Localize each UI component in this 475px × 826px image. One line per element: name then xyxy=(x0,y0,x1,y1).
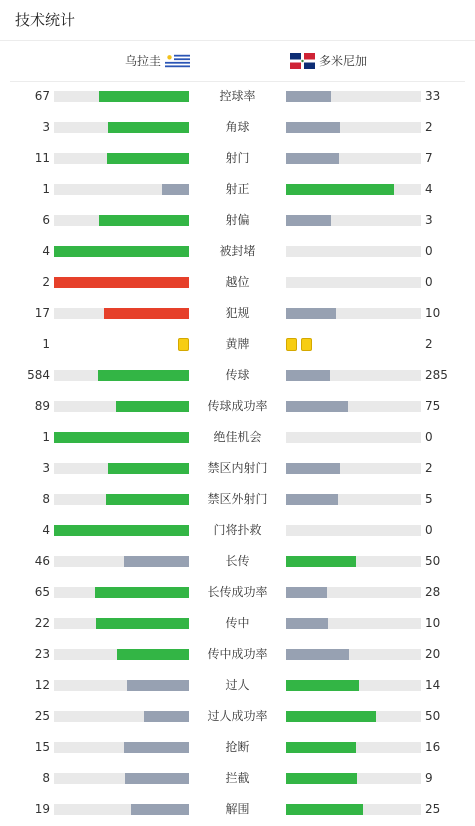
home-bar xyxy=(95,587,189,598)
away-bar-track xyxy=(286,432,421,443)
stat-row xyxy=(0,484,475,515)
yellow-card-icon xyxy=(178,338,189,351)
stat-label: 过人 xyxy=(225,678,250,692)
home-bar-track xyxy=(54,494,189,505)
stat-label: 长传成功率 xyxy=(207,585,268,599)
stat-row xyxy=(0,267,475,298)
stat-label: 射门 xyxy=(225,151,250,165)
home-bar xyxy=(54,432,189,443)
stat-label: 射偏 xyxy=(225,213,250,227)
away-bar xyxy=(286,91,331,102)
home-value: 2 xyxy=(42,275,50,289)
away-value: 28 xyxy=(425,585,441,599)
home-bar xyxy=(54,277,189,288)
stat-row xyxy=(0,453,475,484)
home-value: 8 xyxy=(42,492,50,506)
home-value: 8 xyxy=(42,771,50,785)
stat-label: 犯规 xyxy=(225,306,250,320)
away-bar xyxy=(286,401,348,412)
away-value: 75 xyxy=(425,399,441,413)
stat-label: 被封堵 xyxy=(219,244,256,258)
stat-row xyxy=(0,515,475,546)
home-bar-track xyxy=(54,463,189,474)
away-bar xyxy=(286,742,356,753)
home-value: 6 xyxy=(42,213,50,227)
home-bar xyxy=(108,463,189,474)
home-bar-track xyxy=(54,587,189,598)
stat-label: 解围 xyxy=(225,802,250,816)
stat-label: 传球成功率 xyxy=(207,399,268,413)
away-bar xyxy=(286,680,359,691)
home-bar xyxy=(131,804,189,815)
home-bar-track xyxy=(54,246,189,257)
away-value: 0 xyxy=(425,275,433,289)
stat-label: 过人成功率 xyxy=(207,709,268,723)
stat-row xyxy=(0,236,475,267)
home-bar-track xyxy=(54,804,189,815)
away-team xyxy=(290,52,367,70)
away-value: 5 xyxy=(425,492,433,506)
stat-label: 越位 xyxy=(225,275,250,289)
home-value: 65 xyxy=(34,585,50,599)
home-bar xyxy=(98,370,189,381)
away-bar-track xyxy=(286,277,421,288)
home-value: 584 xyxy=(27,368,50,382)
home-bar xyxy=(54,246,189,257)
home-value: 67 xyxy=(34,89,50,103)
home-value: 46 xyxy=(34,554,50,568)
stat-label: 禁区外射门 xyxy=(207,492,268,506)
away-bar-track xyxy=(286,153,421,164)
home-bar-track xyxy=(54,711,189,722)
away-value: 50 xyxy=(425,554,441,568)
stat-row xyxy=(0,81,475,112)
uruguay-flag-icon xyxy=(165,53,190,69)
away-bar-track xyxy=(286,649,421,660)
away-value: 2 xyxy=(425,461,433,475)
stat-label: 门将扑救 xyxy=(213,523,262,537)
home-value: 89 xyxy=(34,399,50,413)
stat-label: 传球 xyxy=(225,368,250,382)
stat-label: 长传 xyxy=(225,554,250,568)
away-bar xyxy=(286,804,363,815)
home-value: 15 xyxy=(34,740,50,754)
stat-row xyxy=(0,391,475,422)
away-bar xyxy=(286,122,340,133)
home-value: 12 xyxy=(34,678,50,692)
home-bar-track xyxy=(54,618,189,629)
home-value: 25 xyxy=(34,709,50,723)
away-bar-track xyxy=(286,91,421,102)
away-bar-track xyxy=(286,370,421,381)
away-bar xyxy=(286,649,349,660)
home-bar xyxy=(162,184,189,195)
away-value: 20 xyxy=(425,647,441,661)
away-bar-track xyxy=(286,556,421,567)
away-value: 10 xyxy=(425,616,441,630)
home-value: 4 xyxy=(42,244,50,258)
home-bar-track xyxy=(54,773,189,784)
away-bar xyxy=(286,587,327,598)
away-value: 2 xyxy=(425,120,433,134)
away-value: 25 xyxy=(425,802,441,816)
away-bar-track xyxy=(286,773,421,784)
home-team-name: 乌拉圭 xyxy=(124,54,161,68)
yellow-card-icon xyxy=(286,338,297,351)
stat-row xyxy=(0,205,475,236)
away-value: 7 xyxy=(425,151,433,165)
home-bar xyxy=(99,215,189,226)
home-bar xyxy=(124,556,189,567)
home-bar xyxy=(107,153,189,164)
home-team xyxy=(125,52,190,70)
away-value: 16 xyxy=(425,740,441,754)
home-bar xyxy=(117,649,189,660)
home-bar xyxy=(124,742,189,753)
away-value: 0 xyxy=(425,430,433,444)
home-value: 1 xyxy=(42,182,50,196)
stat-label: 抢断 xyxy=(225,740,250,754)
away-bar xyxy=(286,153,339,164)
away-bar-track xyxy=(286,308,421,319)
stat-label: 射正 xyxy=(225,182,250,196)
yellow-card-icon xyxy=(301,338,312,351)
stat-label: 传中 xyxy=(225,616,250,630)
home-bar-track xyxy=(54,556,189,567)
away-bar-track xyxy=(286,618,421,629)
stat-label: 控球率 xyxy=(219,89,256,103)
away-bar-track xyxy=(286,215,421,226)
home-value: 3 xyxy=(42,461,50,475)
stat-row xyxy=(0,422,475,453)
home-bar-track xyxy=(54,184,189,195)
away-value: 2 xyxy=(425,337,433,351)
away-value: 9 xyxy=(425,771,433,785)
home-bar-track xyxy=(54,432,189,443)
home-bar xyxy=(144,711,189,722)
stat-row xyxy=(0,794,475,825)
away-bar-track xyxy=(286,711,421,722)
home-bar xyxy=(104,308,189,319)
away-bar xyxy=(286,618,328,629)
away-cards xyxy=(286,338,312,351)
away-value: 10 xyxy=(425,306,441,320)
away-bar-track xyxy=(286,804,421,815)
home-value: 1 xyxy=(42,430,50,444)
home-bar xyxy=(106,494,189,505)
home-cards xyxy=(178,338,189,351)
away-bar-track xyxy=(286,525,421,536)
home-bar xyxy=(108,122,189,133)
away-value: 0 xyxy=(425,523,433,537)
away-bar-track xyxy=(286,184,421,195)
away-bar-track xyxy=(286,494,421,505)
stat-row xyxy=(0,763,475,794)
home-bar-track xyxy=(54,525,189,536)
away-bar xyxy=(286,370,330,381)
home-value: 23 xyxy=(34,647,50,661)
dominican-republic-flag-icon xyxy=(290,53,315,69)
away-bar-track xyxy=(286,463,421,474)
stat-row xyxy=(0,701,475,732)
home-bar xyxy=(125,773,189,784)
away-value: 3 xyxy=(425,213,433,227)
away-bar-track xyxy=(286,587,421,598)
home-bar xyxy=(127,680,189,691)
away-bar-track xyxy=(286,401,421,412)
stats-list xyxy=(0,81,475,825)
home-bar xyxy=(54,525,189,536)
stat-label: 绝佳机会 xyxy=(213,430,262,444)
stat-row xyxy=(0,112,475,143)
stat-row xyxy=(0,329,475,360)
home-value: 11 xyxy=(34,151,50,165)
away-team-name: 多米尼加 xyxy=(319,54,368,68)
stat-row xyxy=(0,639,475,670)
home-bar-track xyxy=(54,308,189,319)
home-bar-track xyxy=(54,370,189,381)
home-bar-track xyxy=(54,91,189,102)
stat-row xyxy=(0,298,475,329)
away-value: 33 xyxy=(425,89,441,103)
away-bar xyxy=(286,308,336,319)
stat-row xyxy=(0,608,475,639)
home-bar-track xyxy=(54,277,189,288)
stat-label: 角球 xyxy=(225,120,250,134)
home-value: 17 xyxy=(34,306,50,320)
stat-row xyxy=(0,577,475,608)
stat-label: 传中成功率 xyxy=(207,647,268,661)
away-value: 4 xyxy=(425,182,433,196)
stat-row xyxy=(0,174,475,205)
away-bar xyxy=(286,184,394,195)
away-bar xyxy=(286,463,340,474)
away-bar-track xyxy=(286,742,421,753)
stat-row xyxy=(0,546,475,577)
away-value: 0 xyxy=(425,244,433,258)
home-value: 3 xyxy=(42,120,50,134)
away-bar-track xyxy=(286,680,421,691)
stat-label: 禁区内射门 xyxy=(207,461,268,475)
home-bar-track xyxy=(54,153,189,164)
home-bar-track xyxy=(54,215,189,226)
away-bar xyxy=(286,711,376,722)
away-bar xyxy=(286,773,357,784)
home-bar-track xyxy=(54,122,189,133)
stat-row xyxy=(0,732,475,763)
stat-label: 拦截 xyxy=(225,771,250,785)
home-bar xyxy=(99,91,189,102)
home-bar xyxy=(96,618,189,629)
away-bar xyxy=(286,556,356,567)
away-value: 14 xyxy=(425,678,441,692)
stat-row xyxy=(0,360,475,391)
home-bar-track xyxy=(54,649,189,660)
home-value: 19 xyxy=(34,802,50,816)
away-bar-track xyxy=(286,246,421,257)
away-bar xyxy=(286,494,338,505)
home-value: 1 xyxy=(42,337,50,351)
home-value: 4 xyxy=(42,523,50,537)
home-bar-track xyxy=(54,401,189,412)
home-bar-track xyxy=(54,742,189,753)
page-title: 技术统计 xyxy=(15,11,76,29)
stat-row xyxy=(0,143,475,174)
away-value: 285 xyxy=(425,368,448,382)
stat-row xyxy=(0,670,475,701)
away-bar xyxy=(286,215,331,226)
home-value: 22 xyxy=(34,616,50,630)
away-value: 50 xyxy=(425,709,441,723)
home-bar xyxy=(116,401,189,412)
stat-label: 黄牌 xyxy=(225,337,250,351)
away-bar-track xyxy=(286,122,421,133)
home-bar-track xyxy=(54,680,189,691)
teams-header xyxy=(10,41,465,82)
